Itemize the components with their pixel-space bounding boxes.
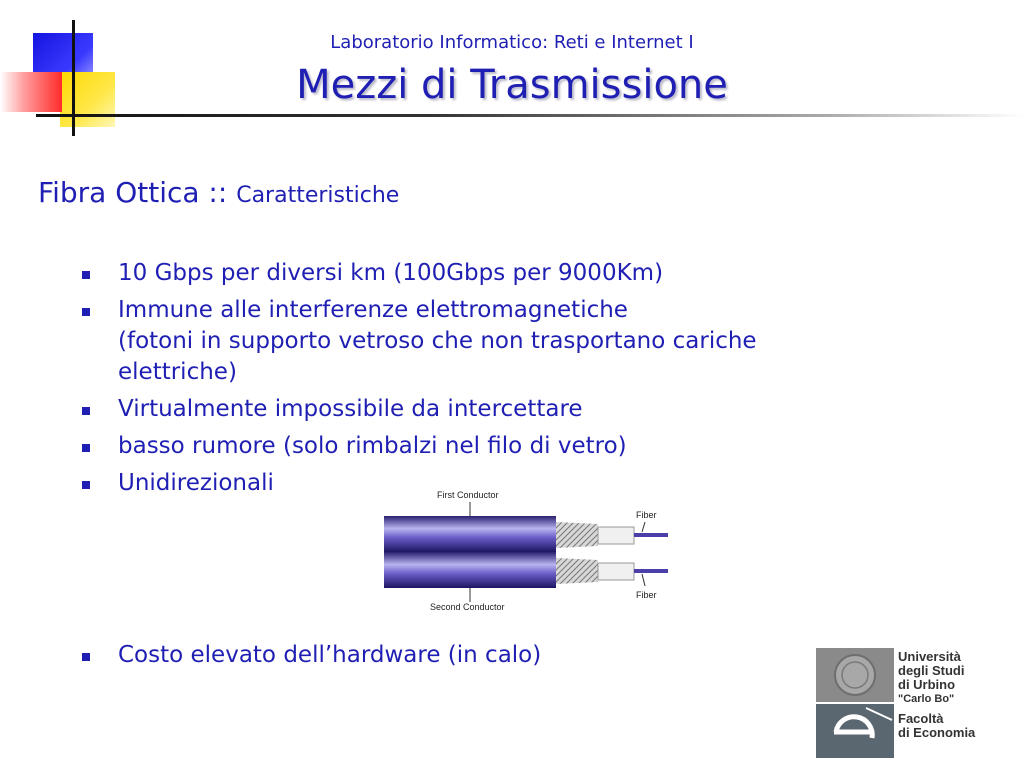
section-heading (38, 176, 399, 209)
bullet-text: Unidirezionali (118, 470, 274, 496)
second-conductor-label: Second Conductor (430, 602, 505, 612)
fiber-cable-diagram (380, 488, 680, 616)
university-name: Università degli Studi di Urbino "Carlo Bo" (898, 649, 965, 705)
bullet-marker (82, 653, 90, 661)
decorative-red-square (0, 72, 62, 112)
list-item (80, 295, 840, 388)
bullet-text: basso rumore (solo rimbalzi nel filo di vetro) (118, 433, 627, 459)
list-item (80, 640, 818, 671)
decorative-yellow-square (60, 72, 115, 127)
top-cable-braid (556, 522, 598, 548)
logo-emblem (816, 648, 894, 758)
header-divider (36, 114, 1024, 117)
bottom-cable-buffer (598, 563, 634, 580)
bullet-marker (82, 444, 90, 452)
bottom-cable-jacket (384, 552, 556, 588)
bullet-list (80, 258, 840, 505)
section-title: Fibra Ottica :: (38, 176, 228, 209)
bullet-text-continued: (fotoni in supporto vetroso che non trasportano cariche (118, 328, 757, 354)
top-cable-fiber (634, 533, 668, 537)
fiber-top-label: Fiber (636, 510, 657, 520)
list-item (80, 394, 840, 425)
bullet-text-continued: elettriche) (118, 359, 237, 385)
slide-title: Mezzi di Trasmissione (296, 62, 728, 108)
first-conductor-label: First Conductor (437, 490, 499, 500)
fiber-top-arrow (642, 522, 645, 532)
faculty-name: Facoltà di Economia (898, 711, 976, 740)
university-logo (816, 648, 1006, 758)
top-cable-jacket (384, 516, 556, 552)
bullet-marker (82, 481, 90, 489)
fiber-bottom-arrow (642, 574, 645, 586)
fiber-bottom-label: Fiber (636, 590, 657, 600)
bullet-text: Immune alle interferenze elettromagnetiche (118, 297, 628, 323)
bullet-marker (82, 271, 90, 279)
section-subtitle: Caratteristiche (236, 183, 400, 208)
bottom-cable-braid (556, 558, 598, 584)
top-cable-buffer (598, 527, 634, 544)
decorative-vertical-line (72, 20, 75, 136)
seal-icon (835, 655, 875, 695)
list-item (80, 431, 840, 462)
bottom-cable-fiber (634, 569, 668, 573)
bullet-text: Costo elevato dell’hardware (in calo) (118, 642, 542, 668)
bullet-text: 10 Gbps per diversi km (100Gbps per 9000Km) (118, 260, 664, 286)
list-item (80, 258, 840, 289)
course-title: Laboratorio Informatico: Reti e Internet I (330, 32, 694, 53)
bullet-marker (82, 308, 90, 316)
bullet-marker (82, 407, 90, 415)
bullet-text: Virtualmente impossibile da intercettare (118, 396, 583, 422)
